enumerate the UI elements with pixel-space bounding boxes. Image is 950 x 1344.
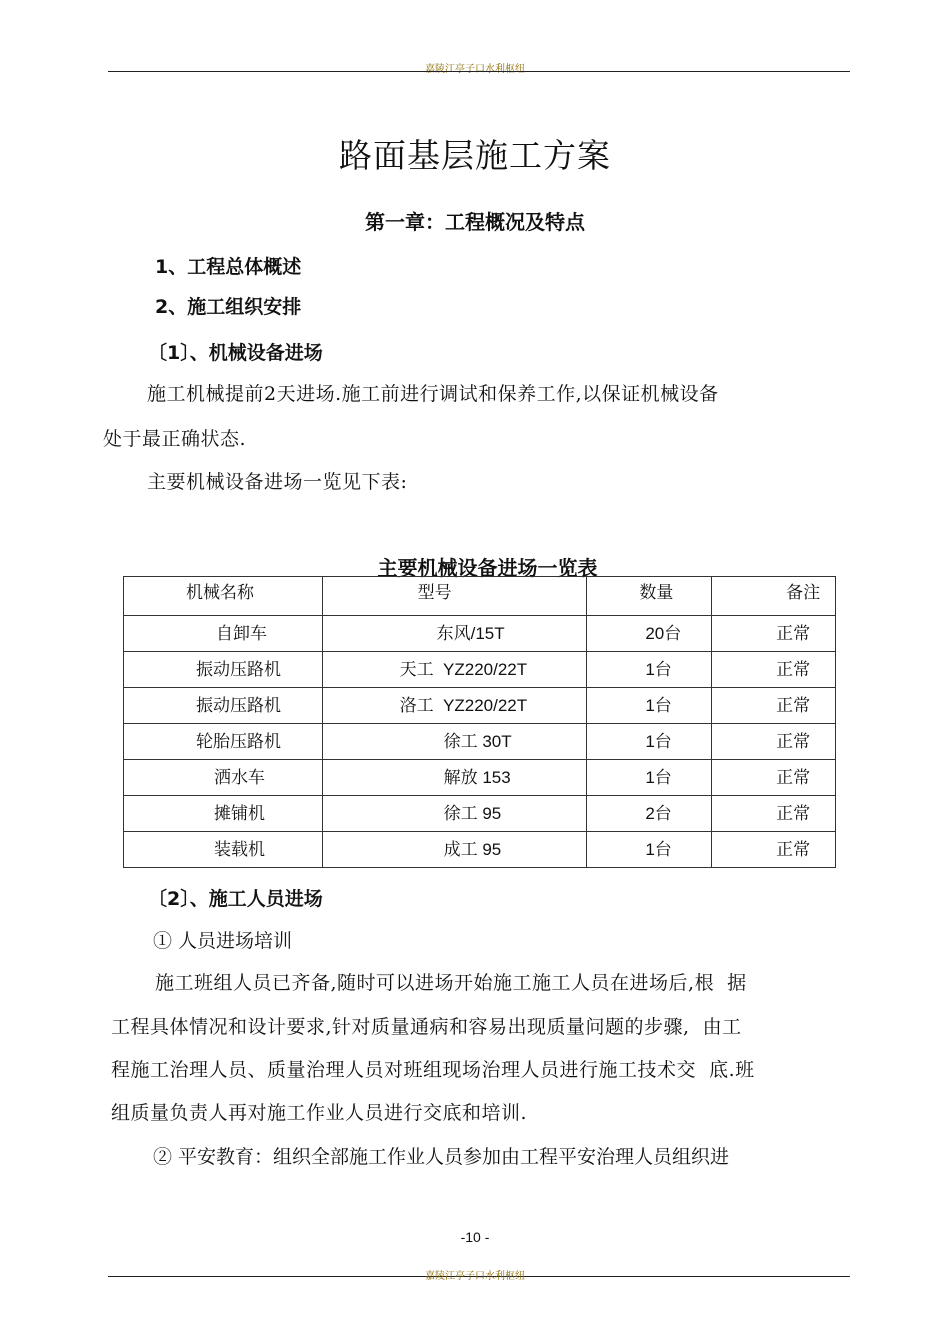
header-rule [108, 71, 850, 72]
table-header-cell: 备注 [712, 577, 836, 616]
table-cell-qty: 1台 [587, 688, 712, 724]
paragraph-line: 组质量负责人再对施工作业人员进行交底和培训. [111, 1102, 528, 1124]
table-header-row [124, 577, 836, 616]
list-item: ② 平安教育：组织全部施工作业人员参加由工程平安治理人员组织进 [153, 1146, 730, 1168]
table-header-cell: 数量 [587, 577, 712, 616]
paragraph-line: 施工机械提前2天进场.施工前进行调试和保养工作,以保证机械设备 [147, 383, 719, 405]
table-caption: 主要机械设备进场一览表 [377, 556, 598, 580]
table-row [124, 652, 836, 688]
page-footer: 嘉陵江亭子口水利枢纽 [425, 1271, 525, 1282]
table-row [124, 832, 836, 868]
table-cell-note: 正常 [712, 796, 836, 832]
table-header-cell: 机械名称 [124, 577, 323, 616]
paragraph-line: 施工班组人员已齐备,随时可以进场开始施工施工人员在进场后,根 据 [155, 972, 747, 994]
table-cell-name: 振动压路机 [124, 652, 323, 688]
page-header: 嘉陵江亭子口水利枢纽 [425, 64, 525, 75]
table-cell-model: 徐工 30T [322, 724, 587, 760]
table-cell-name: 装载机 [124, 832, 323, 868]
table-cell-note: 正常 [712, 724, 836, 760]
table-cell-qty: 2台 [587, 796, 712, 832]
table-cell-qty: 1台 [587, 724, 712, 760]
table-row [124, 760, 836, 796]
table-cell-model: 成工 95 [322, 832, 587, 868]
table-cell-note: 正常 [712, 688, 836, 724]
table-cell-note: 正常 [712, 616, 836, 652]
table-cell-model: 洛工 YZ220/22T [322, 688, 587, 724]
subsection-heading-1: 〔1〕、机械设备进场 [148, 342, 323, 364]
table-header-cell: 型号 [322, 577, 587, 616]
list-item: ① 人员进场培训 [153, 930, 293, 952]
table-cell-qty: 20台 [587, 616, 712, 652]
paragraph-line: 处于最正确状态. [103, 428, 247, 450]
table-row [124, 616, 836, 652]
table-cell-note: 正常 [712, 652, 836, 688]
table-cell-qty: 1台 [587, 652, 712, 688]
document-title: 路面基层施工方案 [339, 136, 611, 175]
page-number: -10 - [460, 1229, 490, 1245]
table-row [124, 796, 836, 832]
section-heading-1: 1、工程总体概述 [155, 256, 302, 278]
table-cell-model: 徐工 95 [322, 796, 587, 832]
table-cell-name: 振动压路机 [124, 688, 323, 724]
table-cell-name: 摊铺机 [124, 796, 323, 832]
table-cell-qty: 1台 [587, 760, 712, 796]
equipment-table [123, 576, 836, 868]
paragraph-line: 程施工治理人员、质量治理人员对班组现场治理人员进行施工技术交 底.班 [111, 1059, 755, 1081]
chapter-heading: 第一章：工程概况及特点 [365, 210, 585, 234]
table-cell-note: 正常 [712, 760, 836, 796]
section-heading-2: 2、施工组织安排 [155, 296, 302, 318]
table-row [124, 724, 836, 760]
subsection-heading-2: 〔2〕、施工人员进场 [148, 888, 323, 910]
table-cell-qty: 1台 [587, 832, 712, 868]
table-cell-model: 天工 YZ220/22T [322, 652, 587, 688]
paragraph-line: 主要机械设备进场一览见下表: [147, 471, 408, 493]
table-cell-name: 自卸车 [124, 616, 323, 652]
table-cell-name: 轮胎压路机 [124, 724, 323, 760]
table-row [124, 688, 836, 724]
table-cell-model: 解放 153 [322, 760, 587, 796]
table-cell-note: 正常 [712, 832, 836, 868]
table-cell-model: 东风/15T [322, 616, 587, 652]
paragraph-line: 工程具体情况和设计要求,针对质量通病和容易出现质量问题的步骤, 由工 [111, 1016, 742, 1038]
table-cell-name: 洒水车 [124, 760, 323, 796]
